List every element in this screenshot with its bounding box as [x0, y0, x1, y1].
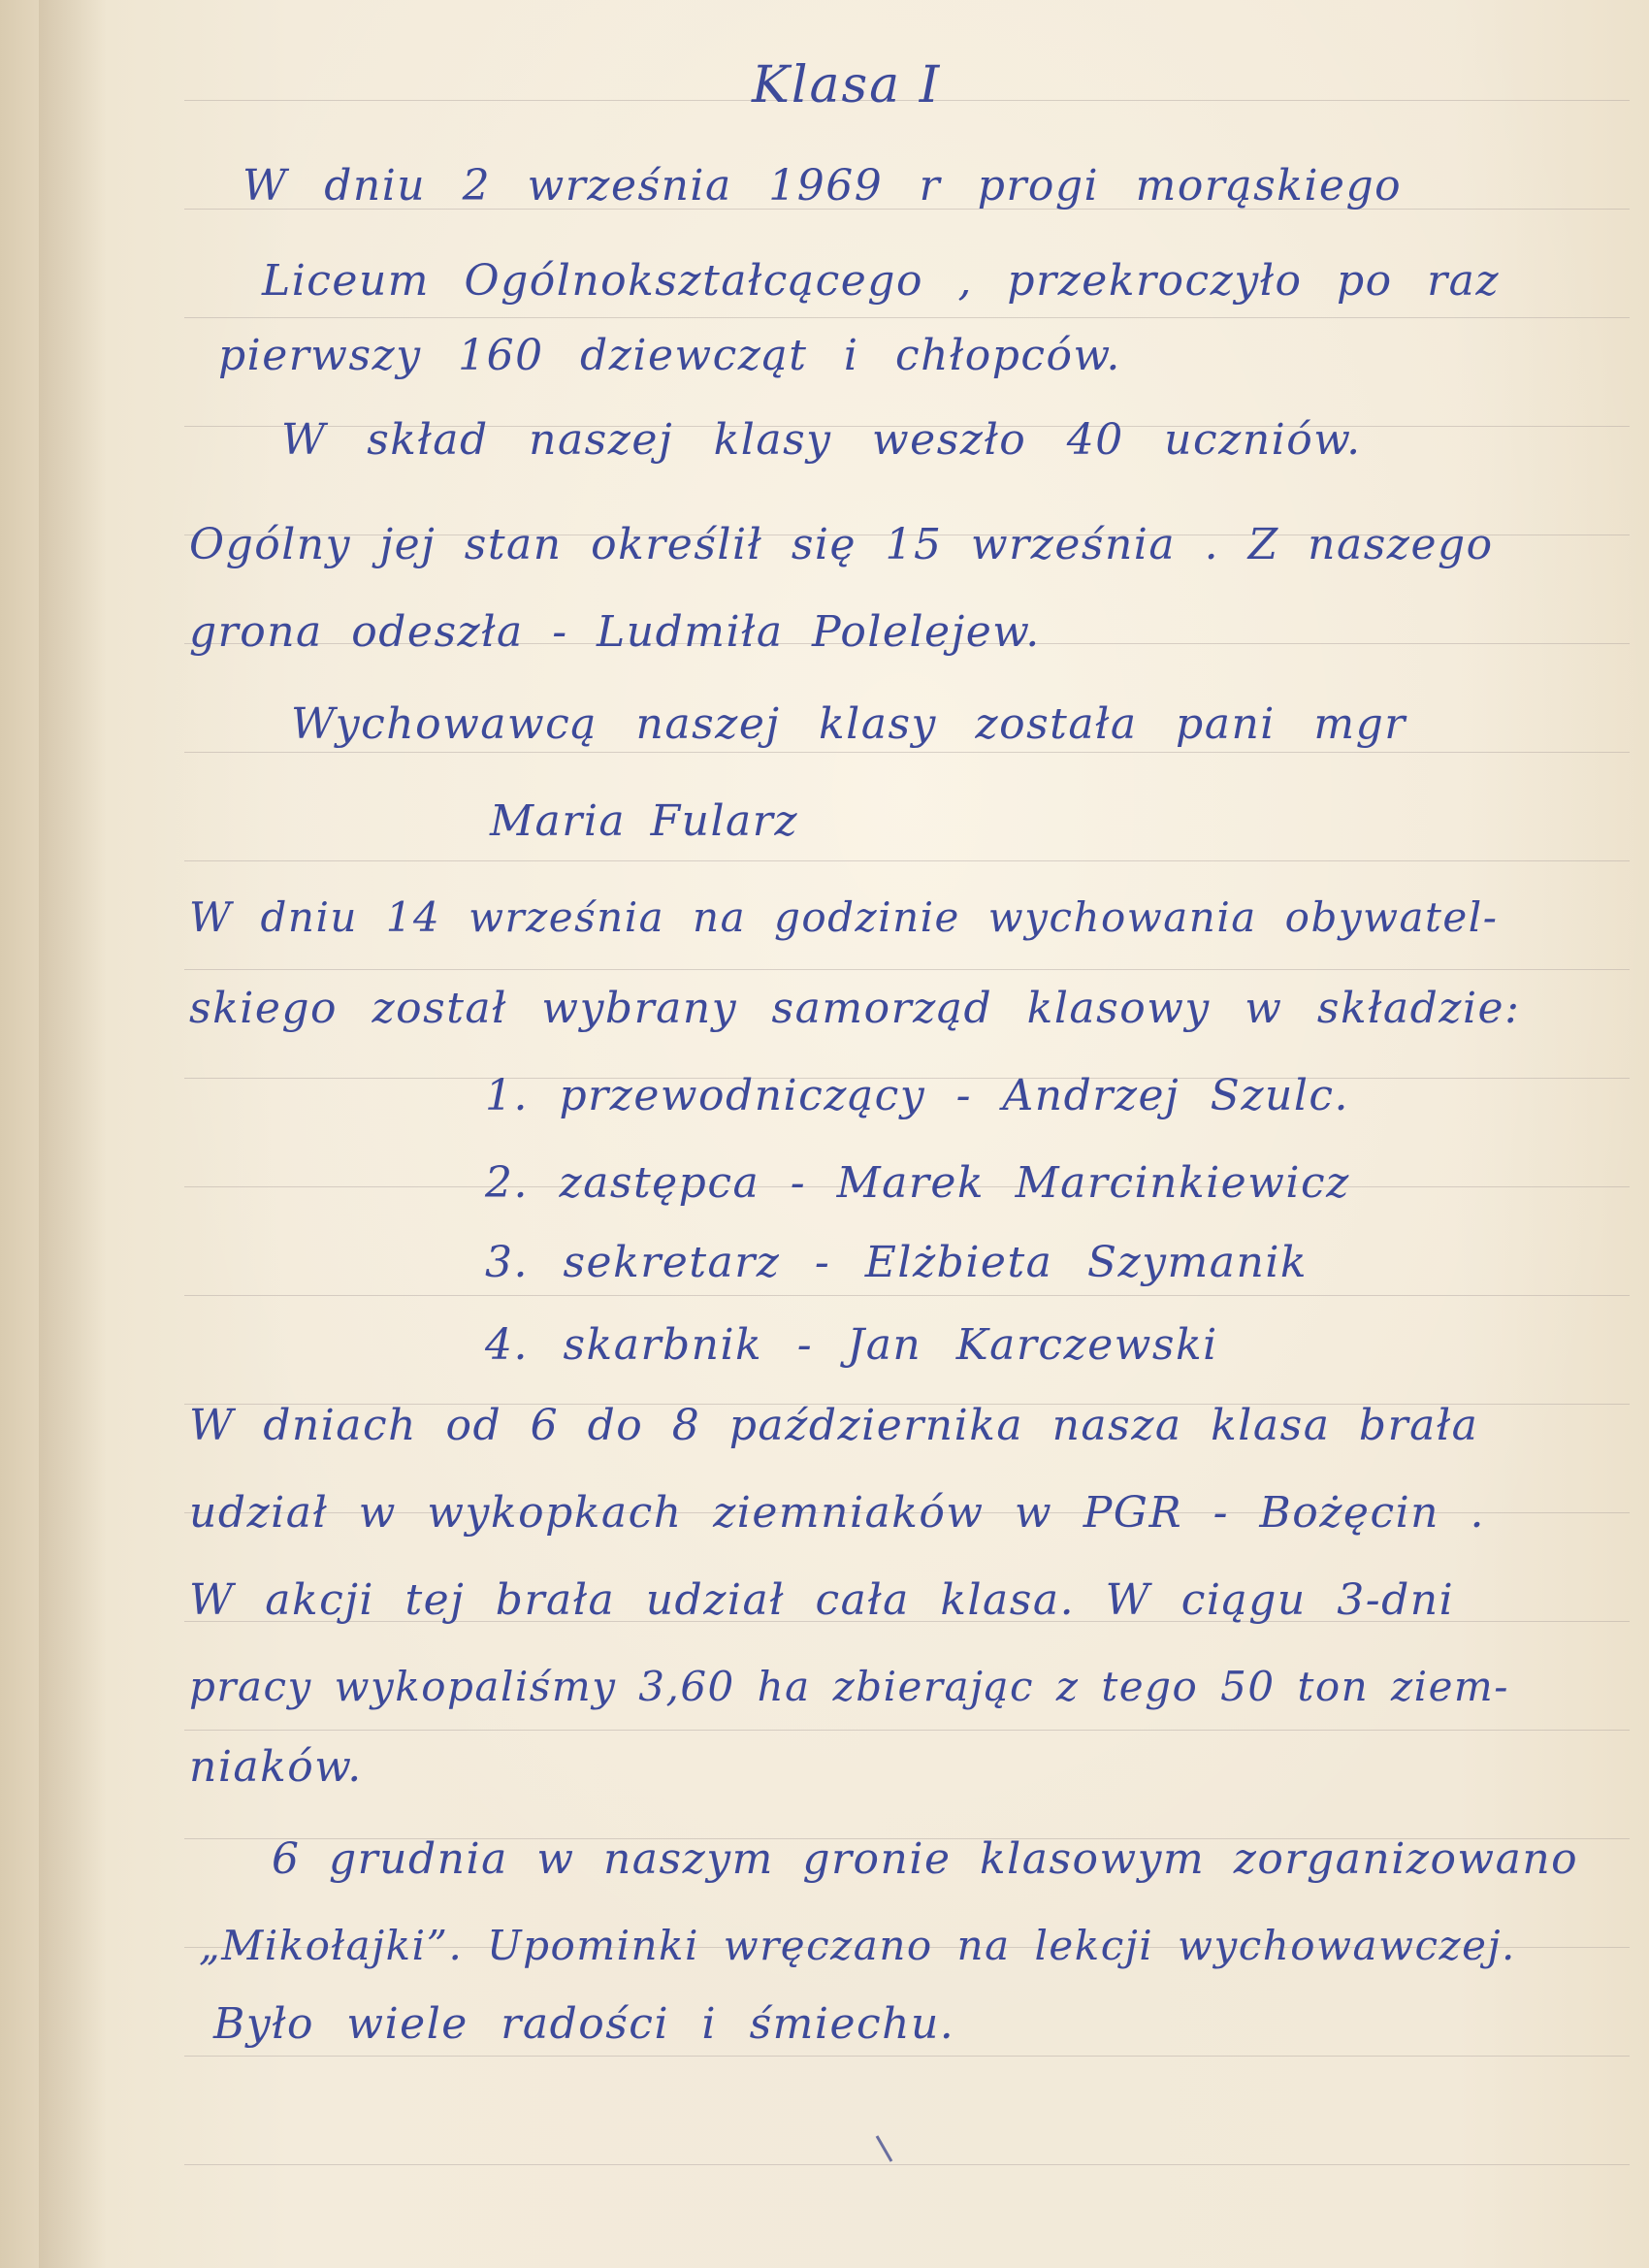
committee-item-3: 3. sekretarz - Elżbieta Szymanik [485, 1238, 1309, 1287]
text-line-8: Maria Fularz [490, 796, 798, 846]
committee-item-1: 1. przewodniczący - Andrzej Szulc. [485, 1071, 1350, 1120]
text-line-19: niaków. [189, 1742, 363, 1792]
text-line-15: W dniach od 6 do 8 października nasza klasa brała [189, 1401, 1479, 1450]
text-line-1: W dniu 2 września 1969 r progi morąskiego [242, 161, 1403, 211]
text-line-7: Wychowawcą naszej klasy została pani mgr [291, 699, 1406, 749]
text-line-17: W akcji tej brała udział cała klasa. W ciągu 3-dni [189, 1575, 1455, 1625]
text-line-18: pracy wykopaliśmy 3,60 ha zbierając z tego 50 ton ziem- [189, 1663, 1509, 1710]
text-line-22: Było wiele radości i śmiechu. [213, 1999, 955, 2049]
text-line-5: Ogólny jej stan określił się 15 września . Z naszego [189, 520, 1494, 569]
text-line-16: udział w wykopkach ziemniaków w PGR - Bożęcin . [189, 1488, 1485, 1538]
text-line-10: skiego został wybrany samorząd klasowy w składzie: [189, 984, 1521, 1033]
text-line-2: Liceum Ogólnokształcącego , przekroczyło po raz [262, 256, 1501, 306]
committee-item-4: 4. skarbnik - Jan Karczewski [485, 1320, 1218, 1370]
text-line-3: pierwszy 160 dziewcząt i chłopców. [218, 331, 1121, 380]
text-line-4: W skład naszej klasy weszło 40 uczniów. [281, 415, 1362, 465]
text-line-9: W dniu 14 września na godzinie wychowania obywatel- [189, 893, 1499, 941]
committee-item-2: 2. zastępca - Marek Marcinkiewicz [485, 1158, 1350, 1208]
text-line-21: „Mikołajki”. Upominki wręczano na lekcji wychowawczej. [199, 1922, 1516, 1969]
text-line-20: 6 grudnia w naszym gronie klasowym zorganizowano [272, 1834, 1579, 1884]
text-line-6: grona odeszła - Ludmiła Polelejew. [189, 607, 1041, 657]
page-title: Klasa I [752, 56, 942, 114]
